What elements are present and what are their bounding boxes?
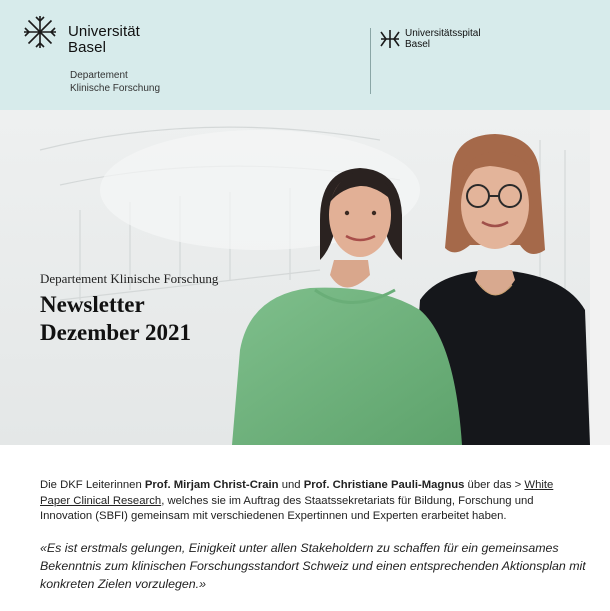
department-name bbox=[70, 69, 160, 95]
intro-name-1: Prof. Mirjam Christ-Crain bbox=[144, 479, 279, 491]
hero-banner bbox=[0, 110, 610, 445]
unibas-logo-icon bbox=[22, 14, 58, 50]
intro-text-3: über das > bbox=[464, 479, 525, 491]
header-divider bbox=[370, 28, 371, 94]
hero-kicker: Departement Klinische Forschung bbox=[40, 271, 219, 286]
newsletter-header bbox=[0, 0, 610, 110]
usb-logo-icon bbox=[379, 29, 401, 49]
article-quote: «Es ist erstmals gelungen, Einigkeit unter allen Stakeholdern zu schaffen für ein gemeinsames Bekenntnis zum klinischen Forschungsstandort Schweiz und einen entsprechenden Aktionsplan mit konkreten Zielen vorzulegen.» bbox=[40, 540, 586, 591]
hospital-name bbox=[405, 28, 481, 50]
department-name-line1: Departement bbox=[70, 70, 128, 81]
hero-title-line2: Dezember 2021 bbox=[40, 320, 191, 345]
intro-text-4: , welches sie im Auftrag des Staatssekretariats für Bildung, Forschung und Innovation (SBFI) gemeinsam mit verschiedenen Expertinnen und Experten erarbeitet haben. bbox=[40, 494, 534, 522]
article-intro bbox=[40, 478, 586, 525]
hospital-name-line2: Basel bbox=[405, 39, 431, 50]
intro-text-2: und bbox=[278, 479, 304, 491]
department-name-line2: Klinische Forschung bbox=[70, 83, 161, 94]
hero-title-line1: Newsletter bbox=[40, 292, 145, 317]
university-name-line2: Basel bbox=[68, 39, 107, 56]
hospital-name-line1: Universitätsspital bbox=[405, 28, 481, 39]
hero-title bbox=[40, 291, 191, 347]
university-name-line1: Universität bbox=[68, 23, 140, 40]
white-paper-link[interactable]: White Paper Clinical Research bbox=[40, 479, 554, 507]
hero-edge bbox=[590, 110, 610, 445]
university-name bbox=[68, 24, 140, 56]
intro-name-2: Prof. Christiane Pauli-Magnus bbox=[303, 479, 465, 491]
intro-text-1: Die DKF Leiterinnen bbox=[40, 479, 145, 491]
article-content bbox=[40, 478, 586, 593]
